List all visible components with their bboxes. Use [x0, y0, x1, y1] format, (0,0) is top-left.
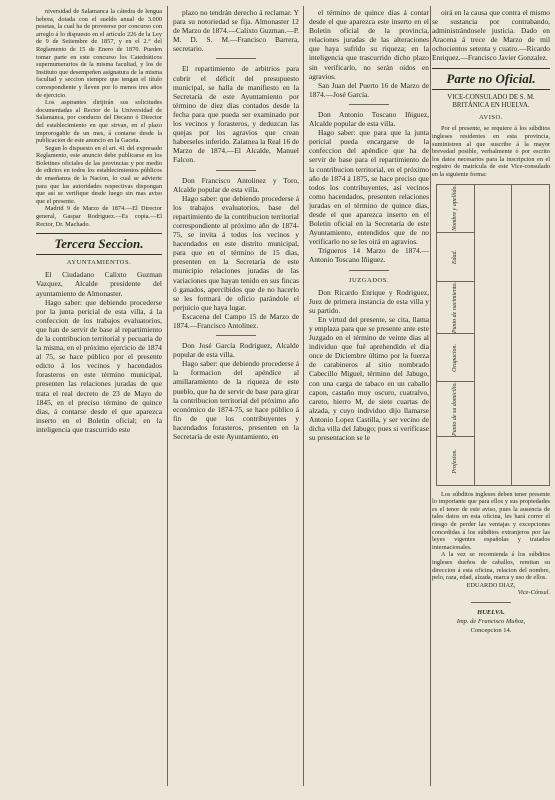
register-cell: Punto de su domicilio. [437, 382, 474, 437]
almonaster-edict: Hago saber: que debiendo procederse por la junta pericial de esta villa, á la confeccion de los trabajos evaluatorios, que han de servir de base al repartimiento de la contribucion territorial y pecuaria de la misma, en el próximo ejercicio de 1874 al 75, se hace público por el presente edicto á los vecinos y hacendados forasteros en este término municipal, presenten las relaciones juradas de que trata el real decreto de 23 de Mayo de 1845, en el preciso término de quince dias, á contarse desde el que aparezca inserto en el Boletin oficial; en la inteligencia que trascurrido este [36, 297, 162, 434]
judge-heading: Don Ricardo Enrique y Rodriguez, Juez de primera instancia de esta villa y su partido. [309, 287, 429, 315]
column-2 [173, 8, 299, 782]
escacena-heading: Don Francisco Antolinez y Toro, Alcalde popular de esta villa. [173, 175, 299, 194]
sanjuan-edict-end: el término de quince dias á contar desde el que aparezca este inserto en el Boletin oficial de la provincia, relaciones juradas de las alteraciones que haya sufrido su riqueza; en la inteligencia que trascurrido dicho plazo sin verificarlo, no serán oidos en agravios. [309, 8, 429, 81]
trigueros-edict: Hago saber: que para que la junta pericial pueda encargarse de la confeccion del apéndice que ha de servir de base para el repartimiento de la contribucion territorial, en el próximo año de 1874 á 1875, se hace preciso que todos los contribuyentes, así vecinos como hacendados, presenten relaciones juradas en el término de quince dias, desde el que aparezca inserto en el Boletin oficial en la Secretaría de este Ayuntamiento, entendidos que de no verificarlo no se les oirá en agravios. [309, 128, 429, 247]
judge-summons-end: oirá en la causa que contra el mismo se sustancia por contrabando, administrándosele justicia. Dado en Aracena á trece de Marzo de mil ochocientos setenta y cuatro.—Ricardo Enriquez.—Francisco Javier Gonzalez. [432, 8, 550, 63]
register-cell: Nombre y apellido. [437, 185, 474, 233]
judge-summons: En virtud del presente, se cita, llama y emplaza para que se presente ante este Juzgado en el término de veinte dias al individuo que fué aprehendido el dia once de Diciembre último por la fuerza de carabineros al sitio nombrado Cabecillo Miguel, término del Jabugo, con una carga de tabaco en un caballo capon, castaño muy oscuro, cuatralvo, careto, hierro M, de siete cuartas de alzada, y cuyo individuo dijo llamarse Antonio Lopez Castilla, y ser vecino de dicha villa del Jabugo; pues si verifícase su presentacion se le [309, 314, 429, 443]
separator [216, 170, 256, 171]
separator [216, 58, 256, 59]
register-column-blank [512, 185, 549, 485]
section-heading-unofficial: Parte no Oficial. [432, 68, 550, 90]
escacena-edict: Hago saber: que debiendo procederse á los trabajos evaluatorios, base del repartimiento de la contribucion territorial correspondiente al próximo año de 1874-75, se invita á todos los vecinos y hacendados en este distrito municipal, para que en el término de 15 dias, presenten en la Secretaría de este municipio relaciones juradas de las variaciones que hayan tenido en sus fincas ó ganados, apercibidos que de no hacerlo se les formará de oficio parándole el perjuicio que haya lugar. [173, 193, 299, 312]
sanjuan-heading: Don José García Rodriguez, Alcalde popular de esta villa. [173, 341, 299, 360]
university-notice-applicants: Los aspirantes dirijirán sus solicitudes documentadas al Rector de la Universidad de Salamanca, por conducto del Decano ó Director del establecimiento en que sirvan, en el plazo improrogable de un mes, á contarse desde la publicacion de este anuncio en la Gaceta. [36, 99, 162, 145]
almonaster-edict-end: plazo no tendrán derecho á reclamar. Y para su notoriedad se fija. Almonaster 12 de Marzo de 1874.—Calixto Guzman.—P. M. D. S. M.—Francisco Barrera, secretario. [173, 8, 299, 54]
sanjuan-signature: San Juan del Puerto 16 de Marzo de 1874.—José García. [309, 80, 429, 99]
consulate-horses: A la vez se recomienda á los súbditos ingleses dueños de caballos, remitan su direccion á esta oficina, relacion del nombre, pelo, raza, edad, alzada, marca y uso de ellos. [432, 551, 550, 582]
sanjuan-edict: Hago saber: que debiendo procederse á la formacion del apéndice al amillaramiento de la riqueza de este pueblo, que ha de servir de base para girar la contribucion territorial del próximo año económico de 1874-75, se hace público á fin de que los contribuyentes y hacendados forasteros, presenten en la Secretaría de este Ayuntamiento, en [173, 359, 299, 442]
separator [349, 104, 389, 105]
footer-address: Concepcion 14. [470, 627, 512, 635]
column-rule [430, 6, 431, 786]
separator [471, 602, 511, 603]
column-rule [303, 6, 304, 786]
university-notice: niversidad de Salamanca la cátedra de lengua hebrea, dotada con el sueldo anual de 3.000 pesetas, la cual ha de proveerse por concurso con arreglo á lo dispuesto en el artículo 226 de la Ley de 9 de Setiembre de 1857, y en el 2.° del Reglamento de 15 de Enero de 1870. Pueden tomar parte en este concurso los Catedráticos supernumerarios de la misma facultad, y los de Instituto que desempeñen asignatura de la misma facultad y seccion siempre que tengan el título correspondiente y lleven por lo menos tres años de ejercicio. [36, 8, 162, 99]
almonaster-heading: El Ciudadano Calixto Guzman Vazquez, Alcalde presidente del ayuntamiento de Almonaster. [36, 270, 162, 298]
column-1 [36, 8, 162, 782]
register-cell: Edad. [437, 233, 474, 281]
trigueros-signature: Trigueros 14 Marzo de 1874.—Antonio Toscano Iñiguez. [309, 246, 429, 265]
consul-name: EDUARDO DIAZ, [466, 581, 516, 589]
separator [216, 335, 256, 336]
register-cell: Punto de nacimiento. [437, 282, 474, 334]
footer-city: HUELVA. [477, 608, 505, 616]
separator [349, 270, 389, 271]
footer-imprint: Imp. de Francisco Muñoz, [456, 618, 526, 626]
university-notice-publication: Segun lo dispuesto en el art. 41 del expresado Reglamento, este anuncio debe publicarse en los Boletines oficiales de las provincias y por medio de edictos en todos los establecimientos públicos de enseñanza de la Nacion, lo cual se advierte para que las autoridades respectivas dispongan que así se verifique desde luego sin mas aviso que el presente. [36, 144, 162, 205]
consul-title: Vice-Cónsul. [517, 589, 550, 597]
subheading-ayuntamientos: AYUNTAMIENTOS. [66, 259, 132, 267]
column-rule [167, 6, 168, 786]
section-heading-third: Tercera Seccion. [36, 233, 162, 255]
zalamea-notice: El repartimiento de arbitrios para cubrir el déficit del presupuesto municipal, se halla de manifiesto en la Secretaría de este Ayuntamiento por término de diez dias contados desde la fecha para que pueda ser examinado por los vecinos y forasteros, y deduzcan las quejas por los agravios que crean haberseles inferido. Zalamea la Real 16 de Marzo de 1874.—El Alcalde, Manuel Falcon. [173, 64, 299, 165]
register-cell: Profesion. [451, 448, 458, 474]
register-column-blank [475, 185, 513, 485]
aviso-heading: AVISO. [479, 114, 503, 122]
escacena-signature: Escacena del Campo 15 de Marzo de 1874.—Francisco Antolinez. [173, 311, 299, 330]
university-notice-signature: Madrid 9 de Marzo de 1874.—El Director general, Gaspar Rodriguez.—Es copia.—El Rector, Dr. Machado. [36, 205, 162, 228]
vice-consulate-heading: VICE-CONSULADO DE S. M. BRITÁNICA EN HUELVA. [447, 93, 535, 109]
column-4 [432, 8, 550, 782]
register-column [437, 185, 475, 485]
register-form [436, 184, 550, 486]
column-3 [309, 8, 429, 782]
trigueros-heading: Don Antonio Toscano Iñiguez, Alcalde popular de esta villa. [309, 109, 429, 129]
subheading-juzgados: JUZGADOS. [348, 276, 390, 284]
consulate-warning: Los súbditos ingleses deben tener presente lo importante que para ellos y sus propiedades es el tenor de este aviso, pues la ausencia de tales datos en esta oficina, les hará correr el riesgo de perder las ventajas y excepciones concedidas á los súbditos extranjeros por las leyes vigentes españolas y tratados internacionales. [432, 490, 550, 551]
consulate-notice: Por el presente, se requiere á los súbditos ingleses residentes en esta provincia, suministren al que suscribe á la mayor brevedad posible, verbalmente ó por escrito los datos necesarios para la inscripcion en el registro de matrícula de este Vice-consulado en la siguiente forma: [432, 125, 550, 179]
register-cell: Ocupacion. [437, 334, 474, 382]
